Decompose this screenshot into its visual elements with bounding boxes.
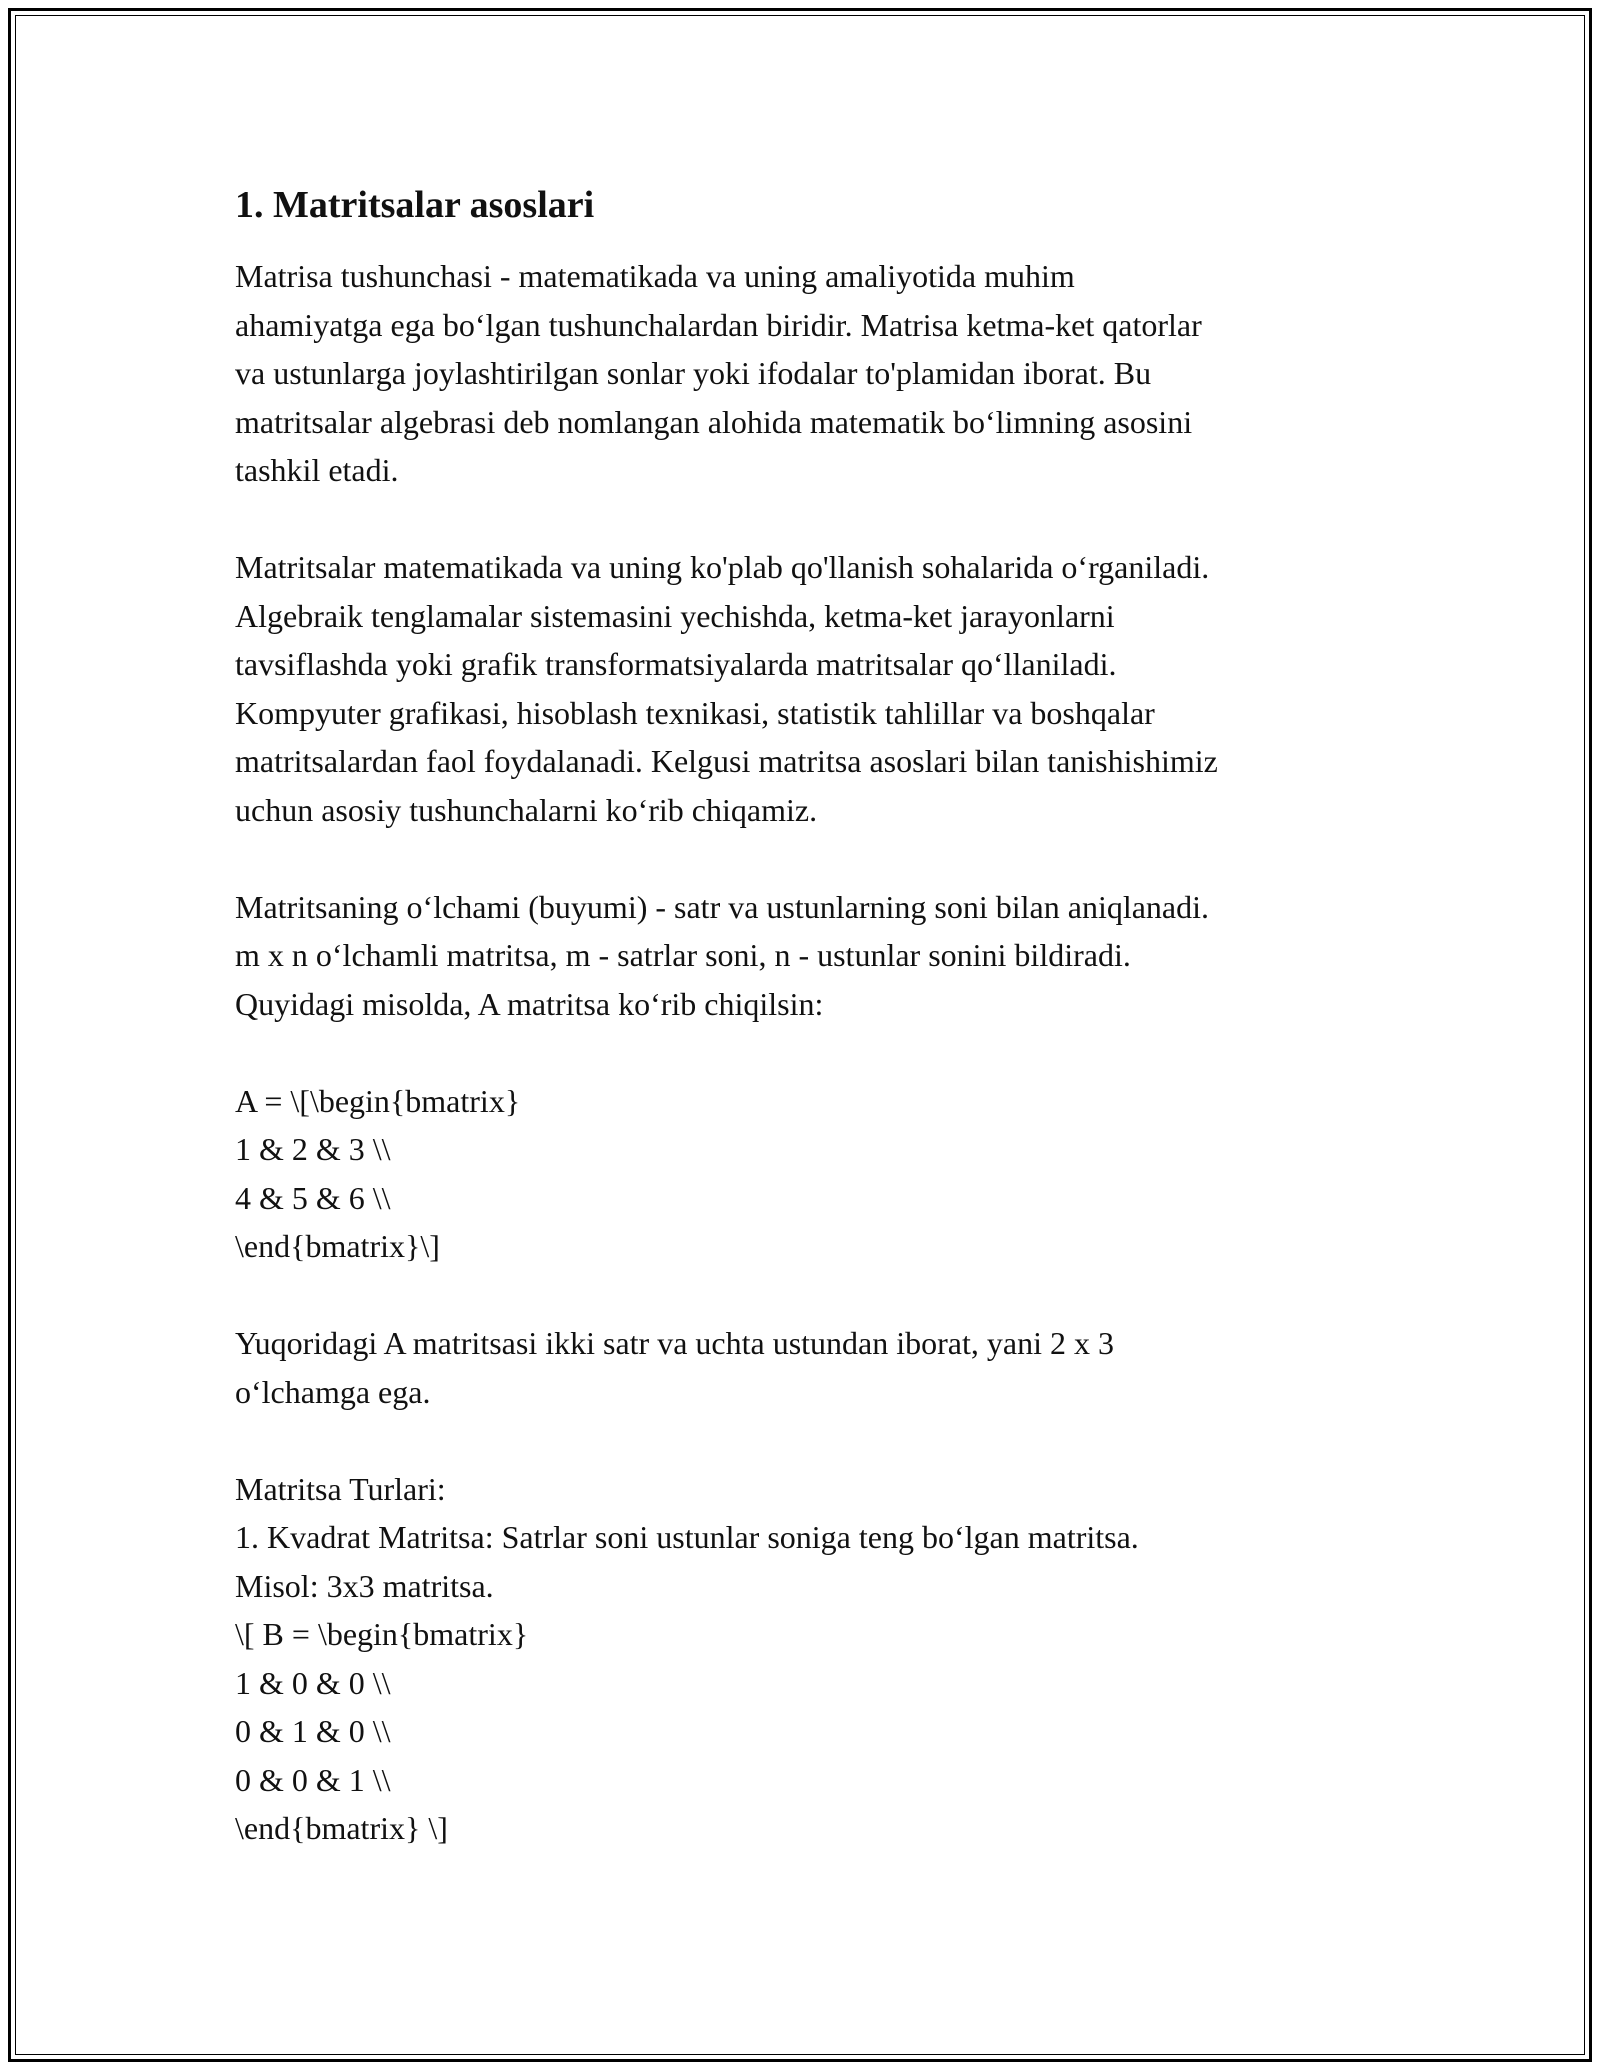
text-line: Matritsaning o‘lchami (buyumi) - satr va ustunlarning soni bilan aniqlanadi. <box>235 888 1210 925</box>
paragraph-spacer <box>235 495 1385 544</box>
latex-line: \[ B = \begin{bmatrix} <box>235 1616 529 1652</box>
paragraph-spacer <box>235 834 1385 883</box>
paragraph-spacer <box>235 1028 1385 1077</box>
text-line: Yuqoridagi A matritsasi ikki satr va uchta ustundan iborat, yani 2 x 3 <box>235 1325 1114 1361</box>
latex-line: \end{bmatrix} \] <box>235 1810 448 1846</box>
paragraph-spacer <box>235 1416 1385 1465</box>
latex-line: 1 & 2 & 3 \\ <box>235 1131 391 1167</box>
text-line: matritsalardan faol foydalanadi. Kelgusi matritsa asoslari bilan tanishishimiz <box>235 743 1218 779</box>
matrix-a-latex <box>235 1077 1385 1271</box>
text-line: Matrisa tushunchasi - matematikada va uning amaliyotida muhim <box>235 258 1075 294</box>
paragraph-spacer <box>235 1271 1385 1320</box>
latex-line: 0 & 0 & 1 \\ <box>235 1761 391 1798</box>
text-line: 1. Kvadrat Matritsa: Satrlar soni ustunlar soniga teng bo‘lgan matritsa. <box>235 1519 1139 1555</box>
latex-line: 4 & 5 & 6 \\ <box>235 1179 391 1216</box>
document-body <box>235 180 1385 1853</box>
latex-line: \end{bmatrix}\] <box>235 1228 440 1264</box>
text-line: va ustunlarga joylashtirilgan sonlar yoki ifodalar to'plamidan iborat. Bu <box>235 355 1152 391</box>
paragraph-matrix-a-size <box>235 1319 1385 1416</box>
text-line: tavsiflashda yoki grafik transformatsiyalarda matritsalar qo‘llaniladi. <box>235 646 1117 682</box>
latex-line: 0 & 1 & 0 \\ <box>235 1713 391 1749</box>
text-line: o‘lchamga ega. <box>235 1373 431 1410</box>
paragraph-matrix-concept <box>235 252 1385 495</box>
text-line: m x n o‘lchamli matritsa, m - satrlar soni, n - ustunlar sonini bildiradi. <box>235 937 1131 973</box>
text-line: Quyidagi misolda, A matritsa ko‘rib chiqilsin: <box>235 985 824 1022</box>
section-heading: 1. Matritsalar asoslari <box>235 184 595 226</box>
text-line: uchun asosiy tushunchalarni ko‘rib chiqamiz. <box>235 791 818 828</box>
matrix-types-section <box>235 1465 1385 1853</box>
latex-line: A = \[\begin{bmatrix} <box>235 1082 521 1119</box>
paragraph-matrix-applications <box>235 543 1385 834</box>
latex-line: 1 & 0 & 0 \\ <box>235 1664 391 1701</box>
paragraph-matrix-size <box>235 883 1385 1029</box>
text-line: ahamiyatga ega bo‘lgan tushunchalardan biridir. Matrisa ketma-ket qatorlar <box>235 306 1202 343</box>
text-line: tashkil etadi. <box>235 452 399 488</box>
text-line: matritsalar algebrasi deb nomlangan alohida matematik bo‘limning asosini <box>235 403 1193 440</box>
text-line: Matritsalar matematikada va uning ko'plab qo'llanish sohalarida o‘rganiladi. <box>235 549 1210 585</box>
text-line: Matritsa Turlari: <box>235 1470 446 1507</box>
text-line: Algebraik tenglamalar sistemasini yechishda, ketma-ket jarayonlarni <box>235 597 1115 634</box>
text-line: Kompyuter grafikasi, hisoblash texnikasi, statistik tahlillar va boshqalar <box>235 694 1155 731</box>
text-line: Misol: 3x3 matritsa. <box>235 1567 494 1604</box>
